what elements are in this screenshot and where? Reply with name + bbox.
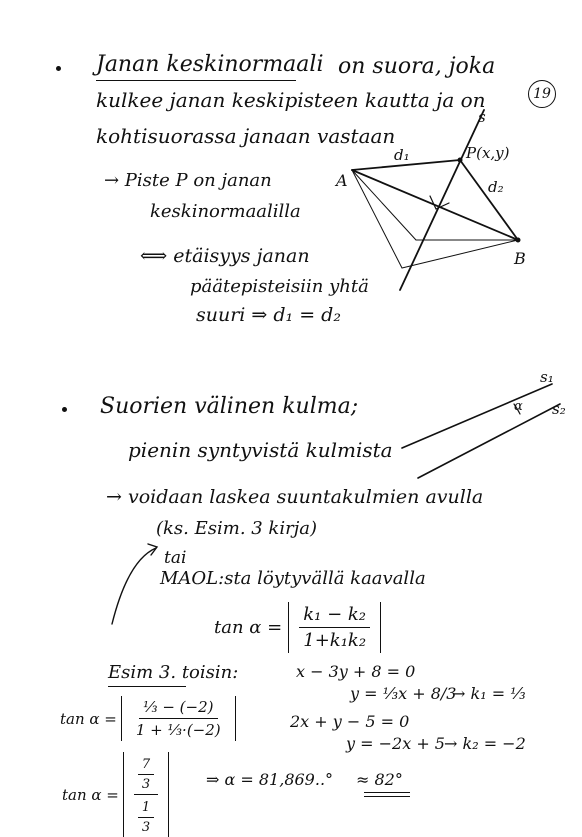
- label-P: P(x,y): [466, 144, 510, 162]
- tan-step-2-abs: [123, 752, 169, 837]
- label-s2: s₂: [552, 400, 566, 418]
- tan-step-2-den: [134, 795, 158, 835]
- tan-step-1-lhs: tan α =: [60, 709, 117, 728]
- angle-result: ⇒ α = 81,869..°: [206, 770, 334, 789]
- definition-line-2: kulkee janan keskipisteen kautta ja on: [96, 88, 486, 112]
- k1-value: → k₁ = ⅓: [452, 684, 526, 703]
- page-number-badge: 19: [528, 80, 556, 108]
- line-s1: [402, 384, 552, 448]
- point-line-2: keskinormaalilla: [150, 201, 301, 222]
- example-underline: [108, 686, 186, 687]
- tan-step-1: [60, 696, 236, 741]
- tan-step-2-lhs: tan α =: [62, 785, 119, 804]
- line-2-equation: 2x + y − 5 = 0: [290, 712, 410, 731]
- tan-formula-lhs: tan α =: [214, 617, 283, 638]
- tan-step-2: [62, 752, 169, 837]
- angle-line-2: pienin syntyvistä kulmista: [128, 438, 393, 462]
- tan-step-1-den: 1 + ⅓·(−2): [135, 721, 221, 739]
- method-line-1: → voidaan laskea suuntakulmien avulla: [106, 486, 484, 508]
- tan-step-2-num: [134, 754, 158, 795]
- definition-line-3: kohtisuorassa janaan vastaan: [96, 124, 396, 148]
- final-underline-2: [364, 796, 410, 797]
- tai-label: tai: [164, 548, 187, 568]
- definition-line-1: on suora, joka: [338, 54, 496, 79]
- angle-final: ≈ 82°: [356, 770, 403, 789]
- maol-line: MAOL:sta löytyvällä kaavalla: [160, 568, 426, 589]
- line-s2: [418, 404, 560, 478]
- equiv-line-2: päätepisteisiin yhtä: [190, 276, 369, 297]
- tan-step-2-num-bot: 3: [141, 777, 151, 792]
- term-keskinormaali: Janan keskinormaali: [96, 52, 324, 77]
- label-A: A: [336, 171, 348, 190]
- tan-step-1-num: ⅓ − (−2): [139, 698, 217, 719]
- tan-step-2-den-top: 1: [138, 800, 154, 818]
- tan-formula-abs: [288, 602, 381, 653]
- label-B: B: [514, 249, 526, 268]
- tan-step-2-num-top: 7: [138, 757, 154, 775]
- equiv-line-1: ⟺ etäisyys janan: [140, 245, 310, 267]
- example-heading: Esim 3. toisin:: [108, 662, 239, 683]
- label-alpha: α: [514, 399, 523, 414]
- tan-formula: [214, 602, 381, 653]
- equiv-line-3: suuri ⇒ d₁ = d₂: [196, 304, 341, 326]
- point-line-1: → Piste P on janan: [104, 170, 272, 191]
- tan-formula-num: k₁ − k₂: [299, 604, 370, 628]
- line-1-slope-form: y = ⅓x + 8/3: [350, 684, 457, 703]
- tan-formula-den: 1+k₁k₂: [303, 630, 367, 651]
- tan-step-2-den-bot: 3: [141, 820, 151, 835]
- line-1-equation: x − 3y + 8 = 0: [296, 662, 416, 681]
- tai-arrow: [112, 548, 156, 624]
- final-underline-1: [364, 792, 410, 793]
- label-s1: s₁: [540, 368, 554, 386]
- label-s: s: [478, 108, 486, 126]
- k2-value: → k₂ = −2: [444, 734, 526, 753]
- label-d2: d₂: [488, 178, 504, 196]
- method-line-2: (ks. Esim. 3 kirja): [156, 518, 318, 539]
- label-d1: d₁: [394, 146, 410, 164]
- angle-line-1: Suorien välinen kulma;: [100, 394, 359, 419]
- line-2-slope-form: y = −2x + 5: [346, 734, 445, 753]
- tan-step-1-abs: [121, 696, 236, 741]
